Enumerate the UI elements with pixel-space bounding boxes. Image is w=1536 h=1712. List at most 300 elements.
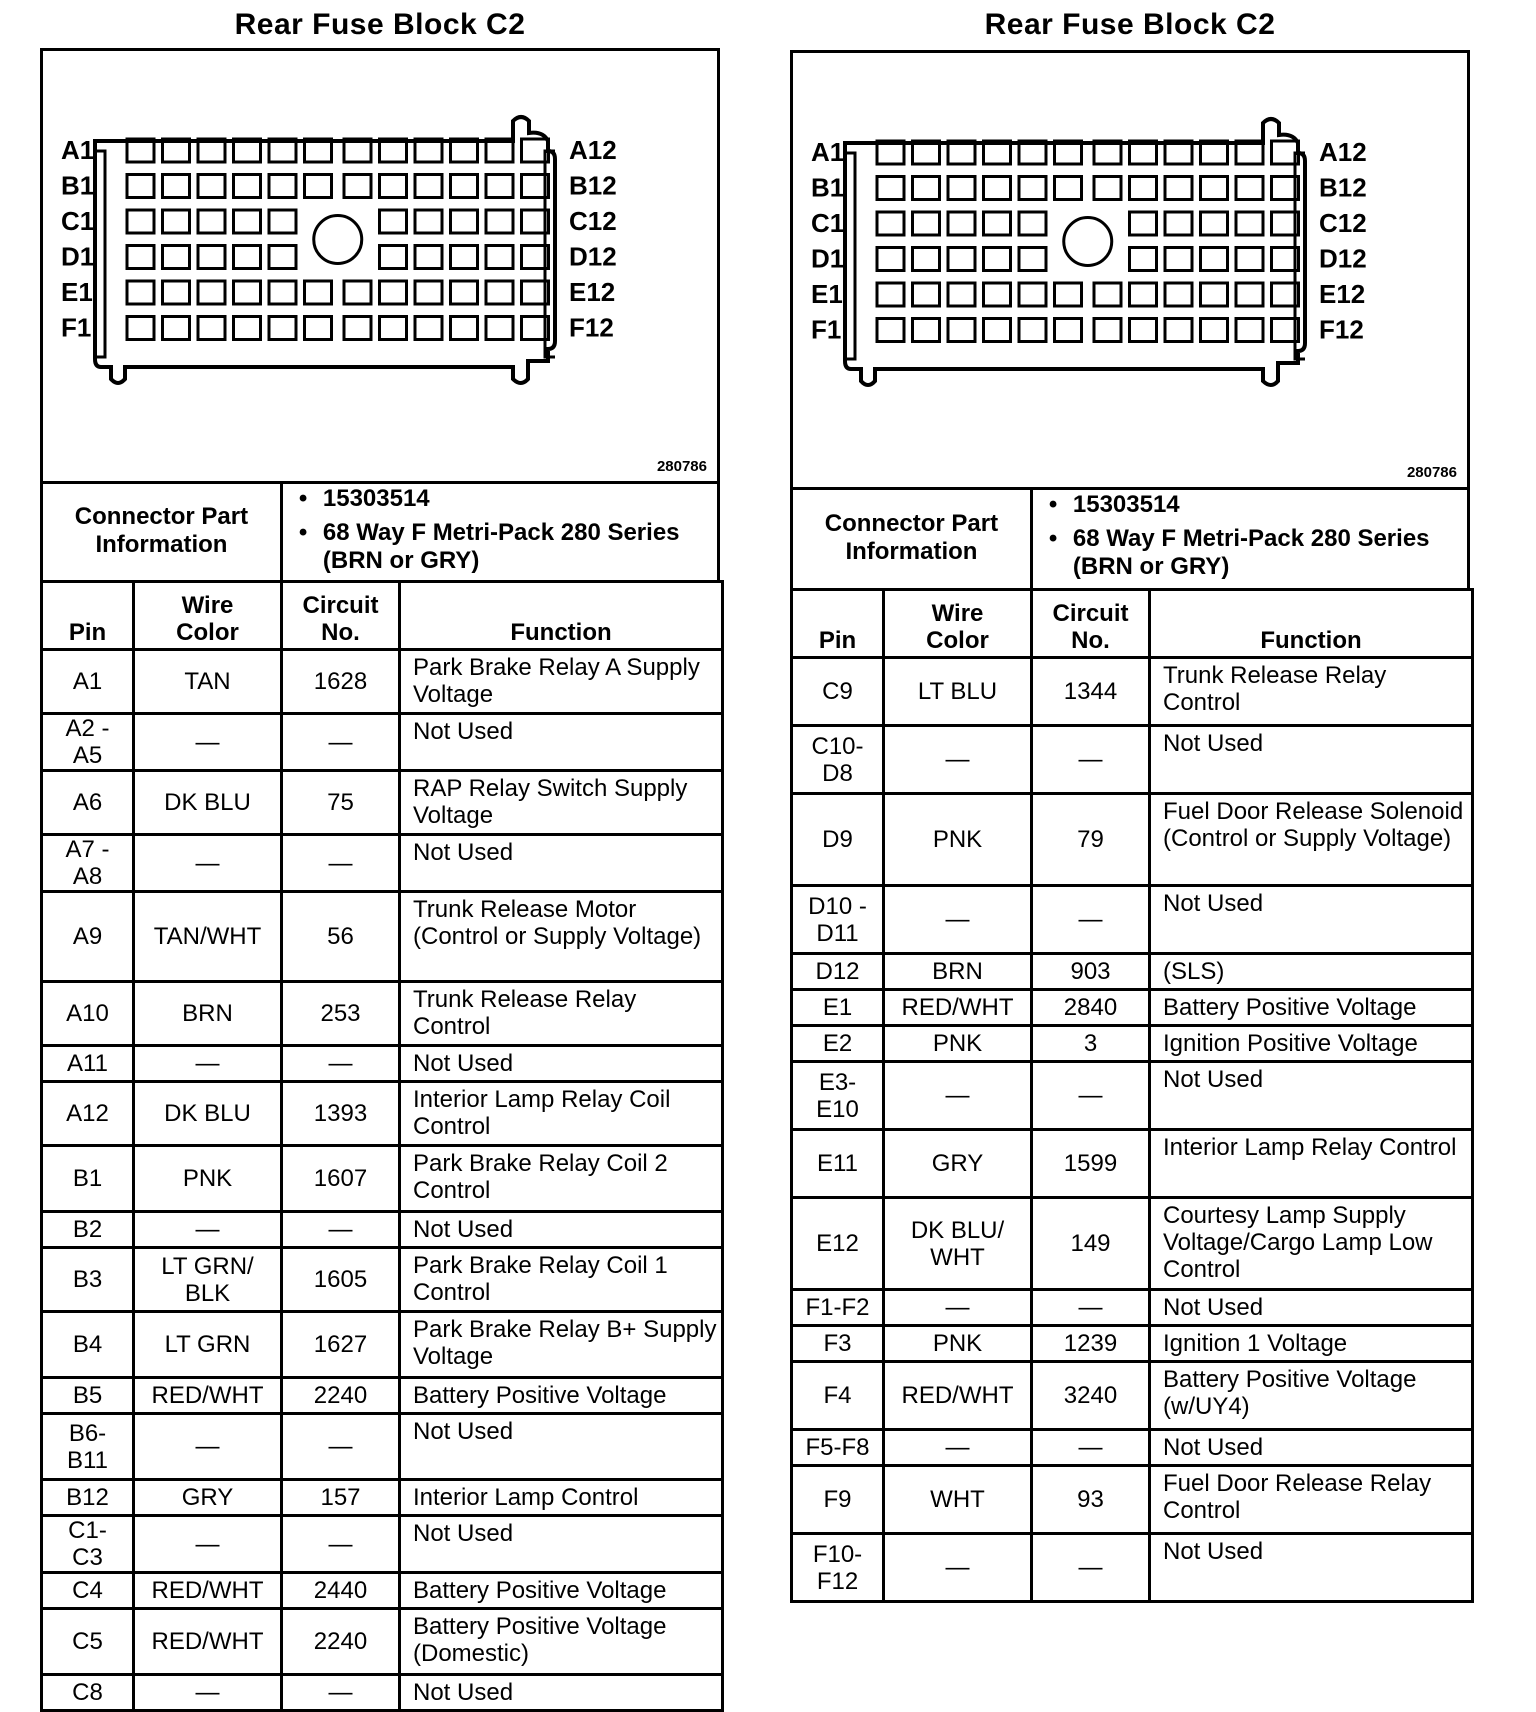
table-row [42,1378,723,1414]
connector-description: • 68 Way F Metri-Pack 280 Series (BRN or GRY) [323,519,717,575]
row-label-left: B1 [811,172,845,203]
pin-cell: D10 - D11 [792,886,884,954]
pin-cell: A2 - A5 [42,714,134,771]
pin-cavity [198,281,225,304]
pin-cavity [269,317,296,340]
connector-diagram [40,48,720,484]
pin-cavity [913,212,940,235]
function-cell: Ignition Positive Voltage [1150,1026,1473,1062]
wire-color-cell: BRN [134,982,282,1046]
table-row [42,1516,723,1573]
pin-cavity [1055,319,1082,342]
connector-info-label: Connector Part Information [43,481,283,580]
pin-cell: B3 [42,1248,134,1312]
row-label-right: C12 [569,206,617,236]
row-label-right: F12 [1319,314,1364,345]
connector-info-details [283,481,717,580]
table-row [42,1573,723,1609]
wire-color-cell: PNK [884,1326,1032,1362]
wire-color-cell: — [134,714,282,771]
pin-cell: E3- E10 [792,1062,884,1130]
pin-cavity [1094,283,1121,306]
center-bolt-circle [1064,218,1112,266]
pin-cavity [948,212,975,235]
wire-color-cell: DK BLU [134,771,282,835]
wire-color-cell: — [884,886,1032,954]
pin-cavity [269,281,296,304]
function-cell: Trunk Release Relay Control [400,982,723,1046]
pin-table [790,588,1474,1603]
wire-color-cell: — [884,1062,1032,1130]
pin-cavity [1236,283,1263,306]
function-cell: Not Used [1150,1534,1473,1602]
row-label-left: F1 [61,312,92,343]
wire-color-cell: TAN [134,650,282,714]
wire-color-cell: BRN [884,954,1032,990]
pin-cavity [1236,319,1263,342]
pin-cavity [127,246,154,269]
pin-cavity [1201,248,1228,271]
pin-cell: B6- B11 [42,1414,134,1480]
pin-cavity [1236,212,1263,235]
wire-color-cell: — [134,1675,282,1711]
pin-cell: F5-F8 [792,1430,884,1466]
function-cell: Not Used [400,835,723,892]
row-label-left: F1 [811,314,842,345]
function-cell: Battery Positive Voltage [400,1378,723,1414]
row-label-left: B1 [61,170,95,201]
pin-cavity [984,319,1011,342]
pin-cavity [305,317,332,340]
function-cell: Not Used [1150,726,1473,794]
pin-cell: E12 [792,1198,884,1290]
row-label-left: C1 [61,206,95,236]
pin-cavity [269,246,296,269]
circuit-no-cell: — [282,835,400,892]
pin-cavity [305,175,332,198]
function-cell: (SLS) [1150,954,1473,990]
pin-cavity [486,210,513,233]
reference-number: 280786 [656,458,707,475]
pin-cavity [984,248,1011,271]
table-row [792,1534,1473,1602]
pin-cavity [1201,212,1228,235]
table-row [792,1290,1473,1326]
pin-cavity [380,281,407,304]
wire-color-header: Wire Color [134,582,282,650]
pin-cavity [415,210,442,233]
pin-cell: A10 [42,982,134,1046]
function-cell: Battery Positive Voltage [400,1573,723,1609]
pin-cavity [415,246,442,269]
pin-cell: B1 [42,1146,134,1212]
circuit-no-cell: 1239 [1032,1326,1150,1362]
pin-cell: B12 [42,1480,134,1516]
row-label-right: C12 [1319,208,1367,238]
circuit-no-cell: 56 [282,892,400,982]
pin-cavity [380,210,407,233]
table-row [42,1046,723,1082]
table-row [792,1326,1473,1362]
table-header-row [792,590,1473,658]
pin-cavity [877,248,904,271]
pin-cavity [1094,177,1121,200]
pin-cavity [163,210,190,233]
pin-cavity [1019,319,1046,342]
row-label-left: A1 [61,135,95,165]
pin-cavity [486,246,513,269]
function-cell: Courtesy Lamp Supply Voltage/Cargo Lamp Low Control [1150,1198,1473,1290]
table-row [792,1466,1473,1534]
pin-cavity [451,281,478,304]
pin-header: Pin [792,590,884,658]
pin-cell: C9 [792,658,884,726]
wire-color-cell: DK BLU/ WHT [884,1198,1032,1290]
wire-color-cell: — [134,1516,282,1573]
wire-color-cell: LT GRN [134,1312,282,1378]
row-label-right: E12 [1319,279,1366,309]
wire-color-cell: RED/WHT [884,1362,1032,1430]
pin-cell: A1 [42,650,134,714]
connector-diagram [790,50,1470,490]
pin-cell: F1-F2 [792,1290,884,1326]
function-cell: Park Brake Relay Coil 1 Control [400,1248,723,1312]
pin-cavity [1130,248,1157,271]
pin-cell: D12 [792,954,884,990]
function-cell: Interior Lamp Relay Control [1150,1130,1473,1198]
pin-cavity [877,212,904,235]
right-panel [740,0,1536,1712]
pin-cavity [1201,283,1228,306]
row-label-right: A12 [1319,137,1367,167]
pin-cavity [913,177,940,200]
table-row [42,1082,723,1146]
circuit-no-cell: 2240 [282,1609,400,1675]
pin-cavity [1165,248,1192,271]
connector-part-information [40,481,720,583]
circuit-no-cell: — [282,1414,400,1480]
function-cell: Fuel Door Release Relay Control [1150,1466,1473,1534]
pin-cavity [163,317,190,340]
table-row [42,982,723,1046]
circuit-no-cell: 2240 [282,1378,400,1414]
circuit-no-cell: — [1032,1430,1150,1466]
function-cell: Interior Lamp Control [400,1480,723,1516]
circuit-no-cell: 2840 [1032,990,1150,1026]
function-cell: Battery Positive Voltage [1150,990,1473,1026]
table-row [792,1362,1473,1430]
circuit-no-cell: — [282,1516,400,1573]
center-bolt-circle [314,216,362,264]
function-cell: Ignition 1 Voltage [1150,1326,1473,1362]
pin-cell: B2 [42,1212,134,1248]
circuit-no-cell: — [1032,1062,1150,1130]
function-cell: Not Used [400,1675,723,1711]
wire-color-cell: DK BLU [134,1082,282,1146]
pin-cell: C4 [42,1573,134,1609]
panel-title: Rear Fuse Block C2 [984,8,1276,41]
circuit-no-cell: 1344 [1032,658,1150,726]
pin-cavity [451,175,478,198]
row-label-left: D1 [811,243,845,274]
function-cell: Interior Lamp Relay Coil Control [400,1082,723,1146]
wire-color-cell: RED/WHT [134,1378,282,1414]
pin-cell: D9 [792,794,884,886]
wire-color-cell: — [134,1414,282,1480]
function-cell: Not Used [400,1516,723,1573]
pin-cavity [198,175,225,198]
function-cell: Trunk Release Relay Control [1150,658,1473,726]
circuit-no-cell: — [282,714,400,771]
circuit-no-cell: 1599 [1032,1130,1150,1198]
wire-color-cell: — [884,1290,1032,1326]
pin-cell: B5 [42,1378,134,1414]
table-row [792,990,1473,1026]
row-label-right: E12 [569,277,616,307]
pin-cavity [1055,283,1082,306]
pin-cell: E11 [792,1130,884,1198]
function-cell: Not Used [1150,886,1473,954]
wire-color-header: Wire Color [884,590,1032,658]
wire-color-cell: GRY [134,1480,282,1516]
connector-face-drawing [43,51,717,481]
pin-cavity [913,248,940,271]
pin-cavity [380,317,407,340]
table-row [42,1675,723,1711]
pin-cavity [984,212,1011,235]
table-row [792,794,1473,886]
pin-cavity [1055,177,1082,200]
pin-cell: B4 [42,1312,134,1378]
connector-info-details [1033,487,1467,588]
pin-cavity [877,177,904,200]
pin-cavity [1165,283,1192,306]
circuit-no-cell: — [1032,1290,1150,1326]
pin-header: Pin [42,582,134,650]
pin-cavity [1130,283,1157,306]
pin-cavity [913,319,940,342]
pin-cavity [1236,177,1263,200]
pin-cavity [1201,177,1228,200]
reference-number: 280786 [1406,464,1457,481]
pin-cell: E1 [792,990,884,1026]
function-cell: Not Used [400,1046,723,1082]
pin-cavity [198,210,225,233]
pin-cavity [1201,319,1228,342]
wire-color-cell: WHT [884,1466,1032,1534]
pin-cavity [415,175,442,198]
pin-cavity [163,281,190,304]
pin-cavity [305,281,332,304]
function-cell: Not Used [1150,1430,1473,1466]
pin-cavity [948,177,975,200]
row-label-right: D12 [569,241,617,272]
table-header-row [42,582,723,650]
pin-cell: A12 [42,1082,134,1146]
pin-cavity [380,175,407,198]
function-cell: RAP Relay Switch Supply Voltage [400,771,723,835]
row-label-right: B12 [569,170,617,201]
left-panel [0,0,740,1712]
function-cell: Fuel Door Release Solenoid (Control or Supply Voltage) [1150,794,1473,886]
pin-cavity [486,175,513,198]
pin-cell: F4 [792,1362,884,1430]
wire-color-cell: RED/WHT [134,1609,282,1675]
pin-cavity [1165,212,1192,235]
circuit-no-cell: 1605 [282,1248,400,1312]
pin-cell: E2 [792,1026,884,1062]
pin-cavity [913,283,940,306]
pin-cavity [234,175,261,198]
table-row [42,892,723,982]
circuit-no-cell: — [1032,726,1150,794]
pin-cavity [127,175,154,198]
circuit-no-cell: 2440 [282,1573,400,1609]
table-row [792,726,1473,794]
table-row [792,954,1473,990]
pin-cell: A9 [42,892,134,982]
pin-cavity [1130,319,1157,342]
table-row [42,1248,723,1312]
function-cell: Park Brake Relay A Supply Voltage [400,650,723,714]
pin-cavity [344,175,371,198]
row-label-left: C1 [811,208,845,238]
row-label-left: A1 [811,137,845,167]
pin-cavity [984,177,1011,200]
function-cell: Battery Positive Voltage (w/UY4) [1150,1362,1473,1430]
part-number: • 15303514 [323,485,717,513]
pin-cell: F10- F12 [792,1534,884,1602]
circuit-no-cell: — [1032,886,1150,954]
table-row [42,1146,723,1212]
pin-cavity [1019,212,1046,235]
pin-cavity [380,246,407,269]
table-row [42,714,723,771]
table-row [42,1312,723,1378]
row-label-left: E1 [61,277,93,307]
table-row [42,835,723,892]
pin-cavity [1236,248,1263,271]
table-row [42,1212,723,1248]
circuit-no-cell: 1607 [282,1146,400,1212]
pin-cavity [877,283,904,306]
pin-cavity [1094,319,1121,342]
table-row [42,771,723,835]
circuit-no-cell: 903 [1032,954,1150,990]
function-cell: Not Used [400,714,723,771]
table-row [42,1414,723,1480]
circuit-no-cell: — [282,1046,400,1082]
pin-cell: A11 [42,1046,134,1082]
table-row [792,1026,1473,1062]
circuit-no-cell: — [282,1675,400,1711]
pin-cavity [163,175,190,198]
part-number: • 15303514 [1073,491,1467,519]
pin-cavity [234,317,261,340]
wire-color-cell: TAN/WHT [134,892,282,982]
pin-cell: A7 - A8 [42,835,134,892]
pin-cavity [344,281,371,304]
table-row [792,1198,1473,1290]
pin-cavity [948,319,975,342]
connector-info-label: Connector Part Information [793,487,1033,588]
pin-cavity [451,246,478,269]
circuit-no-cell: 75 [282,771,400,835]
function-cell: Battery Positive Voltage (Domestic) [400,1609,723,1675]
pin-cavity [127,281,154,304]
wire-color-cell: PNK [134,1146,282,1212]
function-header: Function [1150,590,1473,658]
table-row [792,886,1473,954]
wire-color-cell: LT BLU [884,658,1032,726]
pin-cavity [234,281,261,304]
function-cell: Not Used [400,1212,723,1248]
circuit-no-header: Circuit No. [1032,590,1150,658]
function-cell: Not Used [1150,1062,1473,1130]
table-row [42,1480,723,1516]
pin-cavity [486,281,513,304]
pin-cavity [415,281,442,304]
row-label-left: E1 [811,279,843,309]
circuit-no-cell: — [282,1212,400,1248]
pin-cavity [234,246,261,269]
wire-color-cell: — [884,1534,1032,1602]
connector-face-drawing [793,53,1467,487]
circuit-no-cell: 253 [282,982,400,1046]
function-cell: Trunk Release Motor (Control or Supply Voltage) [400,892,723,982]
pin-cavity [1019,283,1046,306]
table-row [42,650,723,714]
row-label-right: D12 [1319,243,1367,274]
circuit-no-cell: 3240 [1032,1362,1150,1430]
circuit-no-cell: 1393 [282,1082,400,1146]
circuit-no-cell: 149 [1032,1198,1150,1290]
pin-cell: F3 [792,1326,884,1362]
pin-cavity [948,248,975,271]
wire-color-cell: GRY [884,1130,1032,1198]
pin-cavity [451,317,478,340]
pin-cavity [948,283,975,306]
panel-title: Rear Fuse Block C2 [234,8,526,41]
circuit-no-cell: 1627 [282,1312,400,1378]
pin-cavity [1019,248,1046,271]
pin-cell: C8 [42,1675,134,1711]
pin-cell: C1-C3 [42,1516,134,1573]
function-cell: Not Used [400,1414,723,1480]
pin-cavity [451,210,478,233]
pin-cavity [127,317,154,340]
pin-cavity [127,210,154,233]
pin-cavity [198,317,225,340]
table-row [792,658,1473,726]
connector-description: • 68 Way F Metri-Pack 280 Series (BRN or GRY) [1073,525,1467,581]
circuit-no-header: Circuit No. [282,582,400,650]
circuit-no-cell: 1628 [282,650,400,714]
pin-cavity [1019,177,1046,200]
wire-color-cell: — [134,835,282,892]
pin-table [40,580,724,1712]
function-cell: Park Brake Relay B+ Supply Voltage [400,1312,723,1378]
pin-cavity [269,210,296,233]
circuit-no-cell: 79 [1032,794,1150,886]
pin-cell: C5 [42,1609,134,1675]
table-row [792,1130,1473,1198]
pin-cavity [415,317,442,340]
pin-cavity [1165,319,1192,342]
function-cell: Not Used [1150,1290,1473,1326]
wire-color-cell: — [134,1212,282,1248]
wire-color-cell: — [134,1046,282,1082]
